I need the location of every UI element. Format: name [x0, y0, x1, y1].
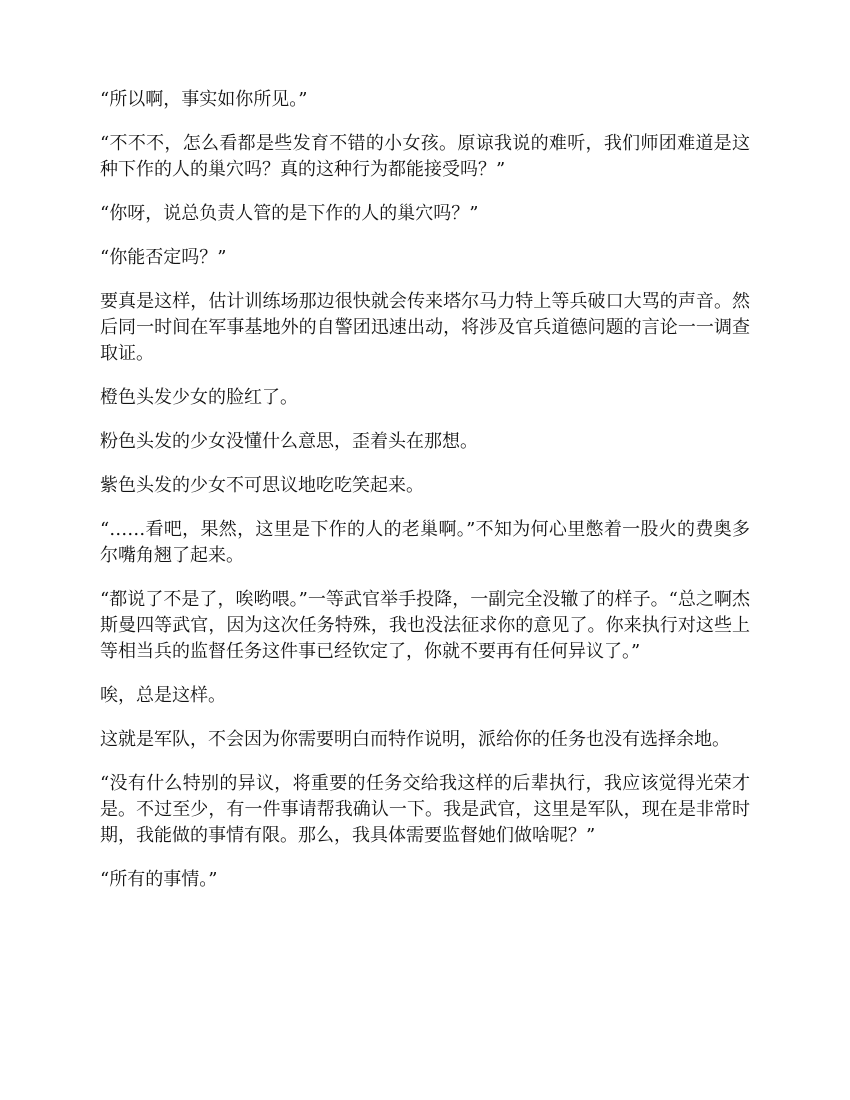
paragraph: “所以啊，事实如你所见。” [100, 89, 308, 110]
document-page [100, 87, 750, 911]
paragraph: “……看吧，果然，这里是下作的人的老巢啊。”不知为何心里憋着一股火的费奥多尔嘴角翘了起来。 [100, 519, 750, 566]
paragraph: 紫色头发的少女不可思议地吃吃笑起来。 [100, 475, 424, 496]
paragraph: “你能否定吗？” [100, 247, 227, 268]
paragraph: “不不不，怎么看都是些发育不错的小女孩。原谅我说的难听，我们师团难道是这种下作的人的巢穴吗？真的这种行为都能接受吗？” [100, 133, 750, 180]
paragraph: “没有什么特别的异议，将重要的任务交给我这样的后辈执行，我应该觉得光荣才是。不过至少，有一件事请帮我确认一下。我是武官，这里是军队，现在是非常时期，我能做的事情有限。那么，我具体需要监督她们做啥呢？” [100, 773, 750, 846]
paragraph: 这就是军队，不会因为你需要明白而特作说明，派给你的任务也没有选择余地。 [100, 729, 730, 750]
paragraph: 唉，总是这样。 [100, 685, 226, 706]
paragraph: 橙色头发少女的脸红了。 [100, 387, 298, 408]
paragraph: “你呀，说总负责人管的是下作的人的巢穴吗？” [100, 203, 479, 224]
paragraph: 要真是这样，估计训练场那边很快就会传来塔尔马力特上等兵破口大骂的声音。然后同一时间在军事基地外的自警团迅速出动，将涉及官兵道德问题的言论一一调查取证。 [100, 291, 750, 364]
paragraph: “都说了不是了，唉哟喂。”一等武官举手投降，一副完全没辙了的样子。“总之啊杰斯曼四等武官，因为这次任务特殊，我也没法征求你的意见了。你来执行对这些上等相当兵的监督任务这件事已经钦定了，你就不要再有任何异议了。” [100, 589, 750, 662]
paragraph: 粉色头发的少女没懂什么意思，歪着头在那想。 [100, 431, 478, 452]
paragraph: “所有的事情。” [100, 869, 218, 890]
